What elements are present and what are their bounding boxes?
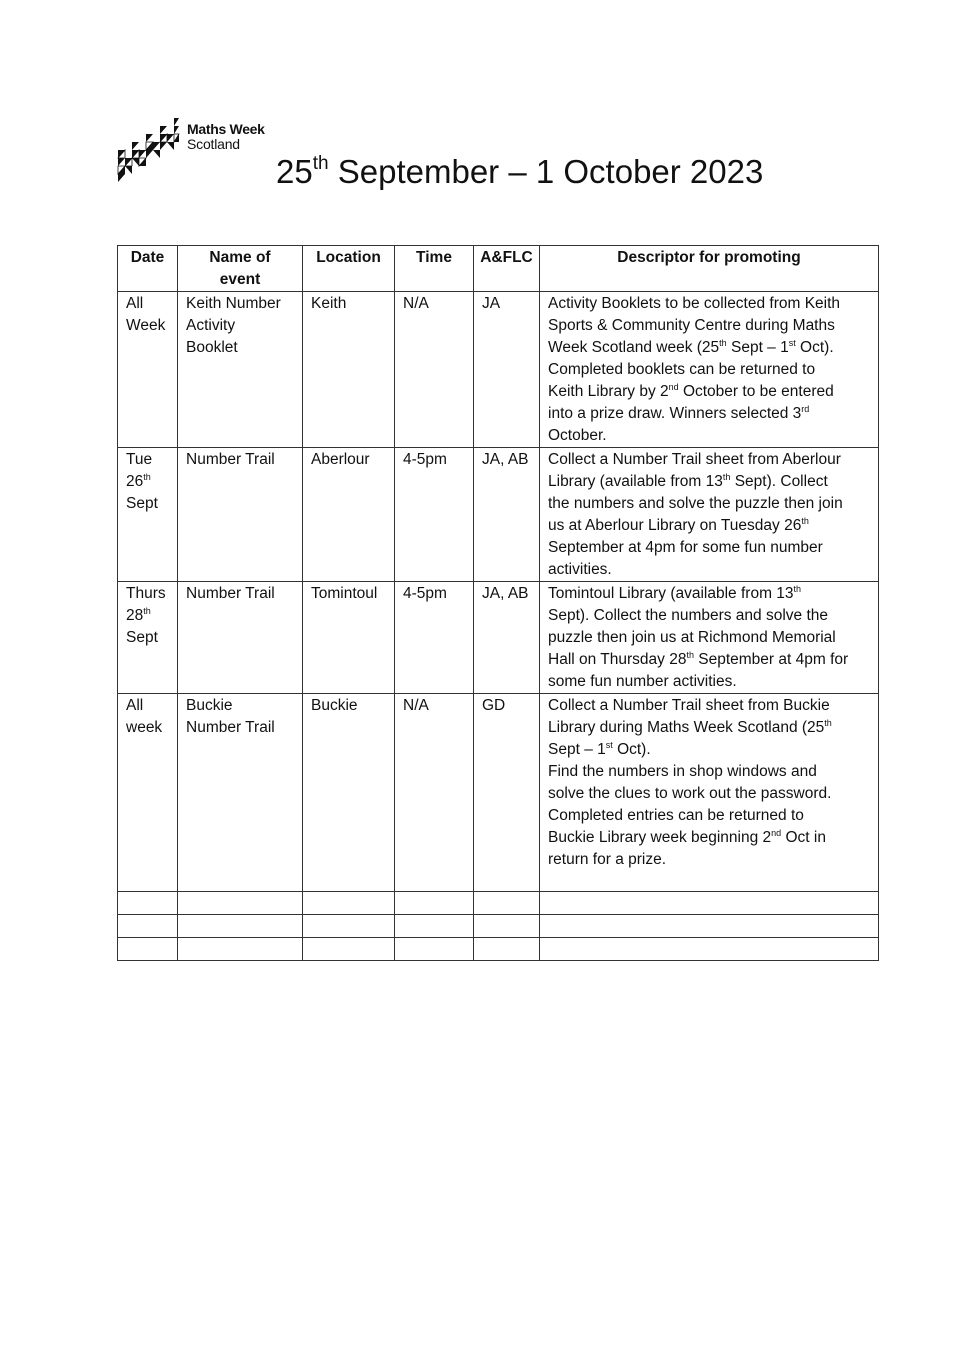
cell-date: [118, 292, 178, 448]
table-row: [118, 292, 879, 448]
empty-cell: [178, 915, 303, 938]
header-name-line1: Name of: [209, 249, 271, 266]
cell-time: N/A: [395, 292, 474, 448]
empty-table-row: [118, 938, 879, 961]
table-row: [118, 582, 879, 694]
date-line: Sept: [126, 629, 158, 646]
maths-week-scotland-logo: [116, 116, 286, 184]
empty-cell: [178, 938, 303, 961]
header-date: Date: [118, 246, 178, 292]
cell-event-name: Number Trail: [178, 582, 303, 694]
desc-line: Tomintoul Library (available from 13th: [548, 584, 802, 602]
name-line: Booklet: [186, 339, 238, 356]
desc-line: Library (available from 13th Sept). Collect: [548, 472, 828, 490]
cell-location: Buckie: [303, 694, 395, 892]
cell-location: Tomintoul: [303, 582, 395, 694]
desc-line: Collect a Number Trail sheet from Buckie: [548, 697, 830, 714]
empty-cell: [178, 892, 303, 915]
empty-cell: [395, 892, 474, 915]
name-line: Keith Number: [186, 295, 281, 312]
empty-table-row: [118, 915, 879, 938]
cell-descriptor: [540, 448, 879, 582]
cell-descriptor: [540, 582, 879, 694]
cell-time: 4-5pm: [395, 582, 474, 694]
header-aflc: A&FLC: [474, 246, 540, 292]
cell-location: Aberlour: [303, 448, 395, 582]
desc-line: some fun number activities.: [548, 673, 737, 690]
cell-aflc: JA, AB: [474, 582, 540, 694]
desc-line: puzzle then join us at Richmond Memorial: [548, 629, 836, 646]
empty-cell: [540, 915, 879, 938]
empty-cell: [474, 915, 540, 938]
desc-line: Buckie Library week beginning 2nd Oct in: [548, 828, 826, 846]
header-name-of-event: [178, 246, 303, 292]
empty-table-row: [118, 892, 879, 915]
desc-line: Week Scotland week (25th Sept – 1st Oct).: [548, 338, 834, 356]
empty-cell: [118, 915, 178, 938]
cell-date: [118, 582, 178, 694]
cell-aflc: GD: [474, 694, 540, 892]
date-line: 28th: [126, 606, 151, 624]
empty-cell: [303, 892, 395, 915]
logo-text-maths-week: Maths Week: [187, 121, 265, 137]
desc-line: solve the clues to work out the password.: [548, 785, 832, 802]
empty-cell: [474, 892, 540, 915]
desc-line: return for a prize.: [548, 851, 667, 868]
desc-line: Activity Booklets to be collected from Keith: [548, 295, 841, 312]
table-row: [118, 694, 879, 892]
desc-line: Sports & Community Centre during Maths: [548, 317, 835, 334]
table-row: [118, 448, 879, 582]
cell-date: [118, 694, 178, 892]
desc-line: Find the numbers in shop windows and: [548, 763, 817, 780]
desc-line: Sept). Collect the numbers and solve the: [548, 607, 829, 624]
empty-cell: [540, 892, 879, 915]
cell-location: Keith: [303, 292, 395, 448]
title-rest: September – 1 October 2023: [328, 153, 764, 190]
empty-cell: [303, 915, 395, 938]
desc-line: Completed entries can be returned to: [548, 807, 804, 824]
header-name-line2: event: [219, 271, 261, 288]
desc-line: Sept – 1st Oct).: [548, 740, 651, 758]
desc-line: Collect a Number Trail sheet from Aberlour: [548, 451, 841, 468]
title-day: 25: [276, 153, 313, 190]
cell-aflc: JA: [474, 292, 540, 448]
empty-cell: [540, 938, 879, 961]
desc-line: activities.: [548, 561, 612, 578]
desc-line: October.: [548, 427, 607, 444]
empty-cell: [118, 938, 178, 961]
header-location: Location: [303, 246, 395, 292]
date-line: Week: [126, 317, 166, 334]
cell-aflc: JA, AB: [474, 448, 540, 582]
cell-time: 4-5pm: [395, 448, 474, 582]
cell-descriptor: [540, 292, 879, 448]
table-header-row: [118, 246, 879, 292]
cell-descriptor: [540, 694, 879, 892]
cell-event-name: [178, 292, 303, 448]
date-line: 26th: [126, 472, 151, 490]
desc-line: Library during Maths Week Scotland (25th: [548, 718, 832, 736]
date-line: Sept: [126, 495, 158, 512]
page-title: [276, 150, 763, 194]
date-line: week: [126, 719, 163, 736]
desc-line: us at Aberlour Library on Tuesday 26th: [548, 516, 809, 534]
empty-cell: [474, 938, 540, 961]
cell-event-name: Number Trail: [178, 448, 303, 582]
desc-line: Hall on Thursday 28th September at 4pm for: [548, 650, 849, 668]
empty-cell: [395, 915, 474, 938]
date-line: Tue: [126, 451, 153, 468]
empty-cell: [303, 938, 395, 961]
header-descriptor: Descriptor for promoting: [540, 246, 879, 292]
desc-line: Completed booklets can be returned to: [548, 361, 816, 378]
desc-line: the numbers and solve the puzzle then join: [548, 495, 843, 512]
cell-time: N/A: [395, 694, 474, 892]
cell-date: [118, 448, 178, 582]
name-line: Buckie: [186, 697, 233, 714]
logo-mark-icon: [116, 116, 186, 184]
date-line: All: [126, 295, 144, 312]
cell-event-name: [178, 694, 303, 892]
header-time: Time: [395, 246, 474, 292]
date-line: Thurs: [126, 585, 166, 602]
desc-line: into a prize draw. Winners selected 3rd: [548, 404, 810, 422]
logo-text-scotland: Scotland: [187, 136, 240, 152]
title-day-suffix: th: [312, 153, 329, 174]
name-line: Number Trail: [186, 719, 275, 736]
events-table: [117, 245, 879, 961]
date-line: All: [126, 697, 144, 714]
empty-cell: [395, 938, 474, 961]
name-line: Activity: [186, 317, 236, 334]
desc-line: Keith Library by 2nd October to be entered: [548, 382, 834, 400]
empty-cell: [118, 892, 178, 915]
desc-line: September at 4pm for some fun number: [548, 539, 823, 556]
